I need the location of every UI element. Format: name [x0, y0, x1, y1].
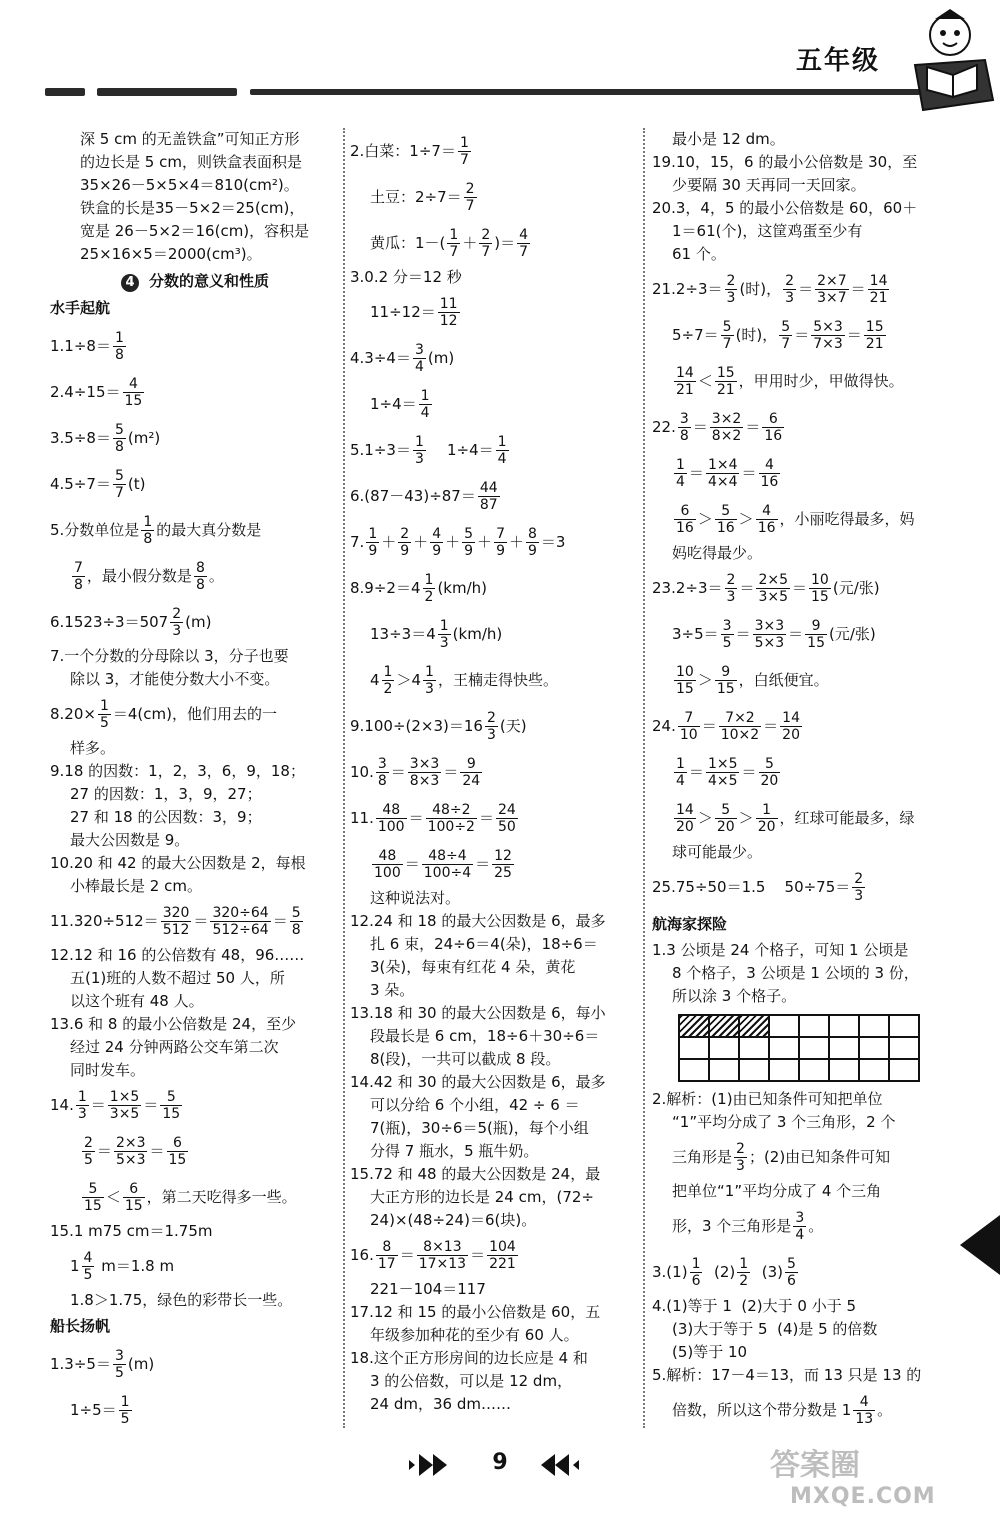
answer-t21-c: $\frac{14}{21}$ ＜ $\frac{15}{21}$ ，甲用时少，甲做得快。	[676, 364, 904, 398]
answer-c18: 18.这个正方形房间的边长应是 4 和	[350, 1349, 588, 1367]
column-2	[350, 128, 640, 1416]
text-line: 铁盒的长是35－5×2＝25(cm)，	[80, 199, 305, 217]
answer-12: 12.12 和 16 的公倍数有 48，96……	[50, 946, 305, 964]
column-divider	[343, 128, 346, 1428]
answer-s1: 1.3÷5＝ $\frac{3}{5}$ (m)	[50, 1347, 155, 1381]
mascot-reading-icon	[905, 5, 1000, 120]
column-1	[50, 128, 340, 1433]
column-3	[652, 128, 942, 1433]
answer-c11: 11. $\frac{48}{100}$ ＝ $\frac{48\div 2}{100\div 2}$ ＝ $\frac{24}{50}$	[350, 801, 516, 835]
answer-c2-b: 土豆：2÷7＝ $\frac{2}{7}$	[370, 180, 475, 214]
text-line: 把单位“1”平均分成了 4 个三角	[672, 1182, 882, 1200]
text-line: 24)×(48÷24)＝6(块)。	[370, 1211, 537, 1229]
answer-h5: 5.解析：17－4＝13，而 13 只是 13 的	[652, 1366, 922, 1384]
section-heading: 船长扬帆	[50, 1317, 111, 1335]
answer-t23-b: 3÷5＝ $\frac{3}{5}$ ＝ $\frac{3\times 3}{5\times 3}$ ＝ $\frac{9}{15}$ (元/张)	[672, 617, 876, 651]
text-line: (5)等于 10	[672, 1343, 748, 1361]
answer-t20: 20.3，4，5 的最小公倍数是 60，60＋	[652, 199, 918, 217]
answer-9: 9.18 的因数：1，2，3，6，9，18；	[50, 762, 305, 780]
text-line: 小棒最长是 2 cm。	[70, 877, 202, 895]
answer-c15: 15.72 和 48 的最大公因数是 24，最	[350, 1165, 601, 1183]
answer-14-c: $\frac{5}{15}$ ＜ $\frac{6}{15}$ ，第二天吃得多一些。	[84, 1180, 297, 1214]
answer-h2-c: 三角形是 $\frac{2}{3}$ ；(2)由已知条件可知	[672, 1140, 891, 1174]
answer-t19: 19.10，15，6 的最小公倍数是 30，至	[652, 153, 918, 171]
text-line: 最大公因数是 9。	[70, 831, 190, 849]
answer-t22-b: $\frac{1}{4}$ ＝ $\frac{1\times 4}{4\times 4}$ ＝ $\frac{4}{16}$	[676, 456, 779, 490]
text-line: (3)大于等于 5 (4)是 5 的倍数	[672, 1320, 878, 1338]
text-line: 61 个。	[672, 245, 726, 263]
answer-2: 2.4÷15＝ $\frac{4}{15}$	[50, 375, 143, 409]
text-line: 分得 7 瓶水，5 瓶牛奶。	[370, 1142, 539, 1160]
answer-c8-c: 4 $\frac{1}{2}$ ＞4 $\frac{1}{3}$ ，王楠走得快些。	[370, 663, 558, 697]
text-line: 宽是 26－5×2＝16(cm)，容积是	[80, 222, 310, 240]
answer-c3-b: 11÷12＝ $\frac{11}{12}$	[370, 295, 458, 329]
section-heading: 水手起航	[50, 299, 111, 317]
answer-1: 1.1÷8＝ $\frac{1}{8}$	[50, 329, 124, 363]
chapter-number: 4	[121, 274, 139, 292]
answer-3: 3.5÷8＝ $\frac{5}{8}$ (m²)	[50, 421, 161, 455]
answer-8: 8.20× $\frac{1}{5}$ ＝4(cm)，他们用去的一	[50, 697, 277, 731]
answer-14-b: $\frac{2}{5}$ ＝ $\frac{2\times 3}{5\times 3}$ ＝ $\frac{6}{15}$	[84, 1134, 187, 1168]
answer-c11-b: $\frac{48}{100}$ ＝ $\frac{48\div 4}{100\div 4}$ ＝ $\frac{12}{25}$	[374, 847, 512, 881]
text-line: 年级参加种花的至少有 60 人。	[370, 1326, 579, 1344]
answer-t21: 21.2÷3＝ $\frac{2}{3}$ (时)， $\frac{2}{3}$ ＝ $\frac{2\times 7}{3\times 7}$ ＝ $\frac{14}{21}$	[652, 272, 888, 306]
answer-t22-c: $\frac{6}{16}$ ＞ $\frac{5}{16}$ ＞ $\frac{4}{16}$ ，小丽吃得最多，妈	[676, 502, 915, 536]
answer-6: 6.1523÷3＝507 $\frac{2}{3}$ (m)	[50, 605, 212, 639]
header-rule	[45, 88, 920, 96]
answer-t22: 22. $\frac{3}{8}$ ＝ $\frac{3\times 2}{8\times 2}$ ＝ $\frac{6}{16}$	[652, 410, 783, 444]
text-line: 大正方形的边长是 24 cm，(72÷	[370, 1188, 594, 1206]
section-heading: 航海家探险	[652, 915, 728, 933]
answer-15-c: 1.8＞1.75，绿色的彩带长一些。	[70, 1291, 293, 1309]
text-line: 3 朵。	[370, 981, 415, 999]
text-line: “1”平均分成了 3 个三角形，2 个	[672, 1113, 896, 1131]
answer-c7: 7. $\frac{1}{9}$ ＋ $\frac{2}{9}$ ＋ $\frac{4}{9}$ ＋ $\frac{5}{9}$ ＋ $\frac{7}{9}$ ＋ $\frac{8}{9}$ ＝3	[350, 525, 566, 559]
answer-t24: 24. $\frac{7}{10}$ ＝ $\frac{7\times 2}{10\times 2}$ ＝ $\frac{14}{20}$	[652, 709, 800, 743]
text-line: 3(朵)，每束有红花 4 朵，黄花	[370, 958, 576, 976]
answer-11: 11.320÷512＝ $\frac{320}{512}$ ＝ $\frac{320\div 64}{512\div 64}$ ＝ $\frac{5}{8}$	[50, 904, 301, 938]
text-line: 妈吃得最少。	[672, 544, 763, 562]
text-line: 7(瓶)，30÷6＝5(瓶)，每个小组	[370, 1119, 589, 1137]
text-line: 27 的因数：1，3，9，27；	[70, 785, 262, 803]
text-line: 扎 6 束，24÷6＝4(朵)，18÷6＝	[370, 935, 598, 953]
text-line: 1＝61(个)，这筐鸡蛋至少有	[672, 222, 863, 240]
answer-7: 7.一个分数的分母除以 3，分子也要	[50, 647, 289, 665]
answer-5-cont: $\frac{7}{8}$ ，最小假分数是 $\frac{8}{8}$ 。	[74, 559, 224, 593]
answer-c16-b: 221－104＝117	[370, 1280, 486, 1298]
answer-t24-c: $\frac{14}{20}$ ＞ $\frac{5}{20}$ ＞ $\frac{1}{20}$ ，红球可能最多，绿	[676, 801, 915, 835]
text-line: 同时发车。	[70, 1061, 146, 1079]
answer-c3: 3.0.2 分＝12 秒	[350, 268, 462, 286]
answer-h4: 4.(1)等于 1 (2)大于 0 小于 5	[652, 1297, 857, 1315]
text-line: 35×26－5×5×4＝810(cm²)。	[80, 176, 299, 194]
text-line: 24 dm，36 dm……	[370, 1395, 511, 1413]
answer-4: 4.5÷7＝ $\frac{5}{7}$ (t)	[50, 467, 146, 501]
text-line: 深 5 cm 的无盖铁盒”可知正方形	[80, 130, 300, 148]
watermark-logo: 答案圈	[770, 1448, 860, 1483]
text-line: 球可能最少。	[672, 843, 763, 861]
text-line: 27 和 18 的公因数：3，9；	[70, 808, 262, 826]
answer-t23-c: $\frac{10}{15}$ ＞ $\frac{9}{15}$ ，白纸便宜。	[676, 663, 829, 697]
text-line: 的边长是 5 cm，则铁盒表面积是	[80, 153, 302, 171]
answer-h2: 2.解析：(1)由已知条件可知把单位	[652, 1090, 883, 1108]
answer-15: 15.1 m75 cm＝1.75m	[50, 1222, 213, 1240]
answer-t23: 23.2÷3＝ $\frac{2}{3}$ ＝ $\frac{2\times 5}{3\times 5}$ ＝ $\frac{10}{15}$ (元/张)	[652, 571, 880, 605]
text-line: 以这个班有 48 人。	[70, 992, 204, 1010]
text-line: 最小是 12 dm。	[672, 130, 785, 148]
answer-c2: 2.白菜：1÷7＝ $\frac{1}{7}$	[350, 134, 469, 168]
answer-c2-c: 黄瓜：1－( $\frac{1}{7}$ ＋ $\frac{2}{7}$ )＝ $\frac{4}{7}$	[370, 226, 529, 260]
answer-t21-b: 5÷7＝ $\frac{5}{7}$ (时)， $\frac{5}{7}$ ＝ $\frac{5\times 3}{7\times 3}$ ＝ $\frac{15}{21}$	[672, 318, 884, 352]
answer-t25: 25.75÷50＝1.5 50÷75＝ $\frac{2}{3}$	[652, 870, 864, 904]
answer-c4: 4.3÷4＝ $\frac{3}{4}$ (m)	[350, 341, 455, 375]
column-divider	[643, 128, 646, 1428]
watermark-url: MXQE.COM	[790, 1484, 936, 1509]
answer-c14: 14.42 和 30 的最大公因数是 6，最多	[350, 1073, 606, 1091]
answer-c4-b: 1÷4＝ $\frac{1}{4}$	[370, 387, 430, 421]
answer-14: 14. $\frac{1}{3}$ ＝ $\frac{1\times 5}{3\times 5}$ ＝ $\frac{5}{15}$	[50, 1088, 181, 1122]
page-edge-tab	[960, 1215, 1000, 1275]
answer-c16: 16. $\frac{8}{17}$ ＝ $\frac{8\times 13}{17\times 13}$ ＝ $\frac{104}{221}$	[350, 1238, 516, 1272]
text-line: 所以涂 3 个格子。	[672, 987, 797, 1005]
answer-c12: 12.24 和 18 的最大公因数是 6，最多	[350, 912, 606, 930]
text-line: 3 的公倍数，可以是 12 dm，	[370, 1372, 573, 1390]
answer-8-cont: 样多。	[70, 739, 116, 757]
chapter-title: 分数的意义和性质	[148, 272, 269, 290]
text-line: 8 个格子，3 公顷是 1 公顷的 3 份，	[672, 964, 919, 982]
answer-c6: 6.(87－43)÷87＝ $\frac{44}{87}$	[350, 479, 498, 513]
text-line: 经过 24 分钟两路公交车第二次	[70, 1038, 279, 1056]
answer-t24-b: $\frac{1}{4}$ ＝ $\frac{1\times 5}{4\times 5}$ ＝ $\frac{5}{20}$	[676, 755, 779, 789]
answer-7-cont: 除以 3，才能使分数大小不变。	[70, 670, 280, 688]
answer-c8-b: 13÷3＝4 $\frac{1}{3}$ (km/h)	[370, 617, 503, 651]
answer-h5-b: 倍数，所以这个带分数是 1 $\frac{4}{13}$ 。	[672, 1393, 893, 1427]
answer-h1: 1.3 公顷是 24 个格子，可知 1 公顷是	[652, 941, 909, 959]
text-line: 五(1)班的人数不超过 50 人，所	[70, 969, 285, 987]
answer-c13: 13.18 和 30 的最大公因数是 6，每小	[350, 1004, 606, 1022]
page-number: 9	[492, 1450, 508, 1475]
shaded-grid	[678, 1014, 920, 1082]
text-line: 8(段)，一共可以截成 8 段。	[370, 1050, 561, 1068]
answer-c8: 8.9÷2＝4 $\frac{1}{2}$ (km/h)	[350, 571, 488, 605]
answer-c9: 9.100÷(2×3)＝16 $\frac{2}{3}$ (天)	[350, 709, 527, 743]
text-line: 可以分给 6 个小组，42 ÷ 6 ＝	[370, 1096, 580, 1114]
answer-5: 5.分数单位是 $\frac{1}{8}$ 的最大真分数是	[50, 513, 262, 547]
answer-15-b: 1 $\frac{4}{5}$ m＝1.8 m	[70, 1249, 175, 1283]
answer-h2-e: 形，3 个三角形是 $\frac{3}{4}$ 。	[672, 1209, 824, 1243]
answer-h3: 3.(1) $\frac{1}{6}$ (2) $\frac{1}{2}$ (3) $\frac{5}{6}$	[652, 1255, 796, 1289]
answer-13: 13.6 和 8 的最小公倍数是 24，至少	[50, 1015, 297, 1033]
chapter-heading	[50, 270, 340, 293]
text-line: 段最长是 6 cm，18÷6＋30÷6＝	[370, 1027, 600, 1045]
answer-c5: 5.1÷3＝ $\frac{1}{3}$ 1÷4＝ $\frac{1}{4}$	[350, 433, 507, 467]
back-arrows-icon	[535, 1452, 583, 1478]
text-line: 25×16×5＝2000(cm³)。	[80, 245, 262, 263]
answer-c17: 17.12 和 15 的最小公倍数是 60，五	[350, 1303, 601, 1321]
answer-s1-b: 1÷5＝ $\frac{1}{5}$	[70, 1393, 130, 1427]
answer-c10: 10. $\frac{3}{8}$ ＝ $\frac{3\times 3}{8\times 3}$ ＝ $\frac{9}{24}$	[350, 755, 481, 789]
answer-c11-c: 这种说法对。	[370, 889, 461, 907]
text-line: 少要隔 30 天再同一天回家。	[672, 176, 866, 194]
answer-10: 10.20 和 42 的最大公因数是 2，每根	[50, 854, 306, 872]
grade-title: 五年级	[796, 46, 881, 76]
